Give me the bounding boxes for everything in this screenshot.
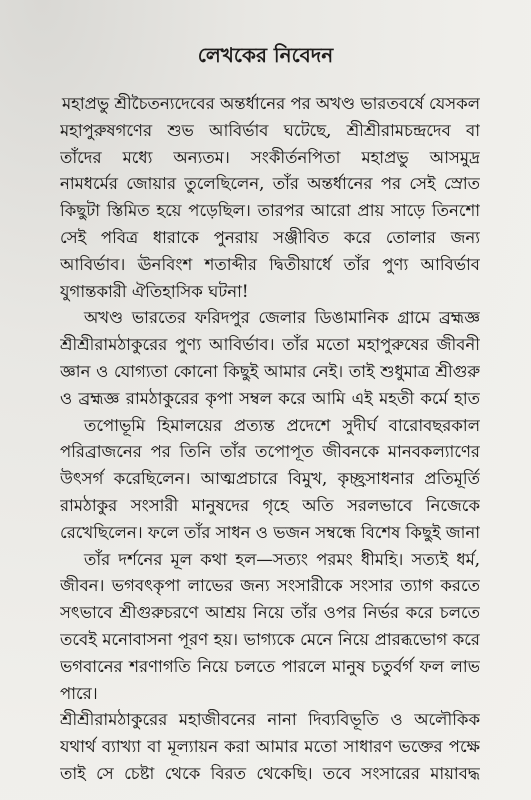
paragraph-line: নামধর্মের জোয়ার তুলেছিলেন, তাঁর অন্তর্ধানের পর সেই স্রোত xyxy=(60,174,480,194)
paragraph-line: মহাপ্রভু শ্রীচৈতন্যদেবের অন্তর্ধানের পর অখণ্ড ভারতবর্ষে যেসকল xyxy=(62,94,480,113)
paragraph-2 xyxy=(60,305,480,412)
paragraph-5 xyxy=(60,707,480,787)
paragraph-line: মহাপুরুষগণের শুভ আবির্ভাব ঘটেছে, শ্রীশ্রীরামচন্দ্রদেব বা xyxy=(60,120,480,140)
paragraph-line: জ্ঞান ও যোগ্যতা কোনো কিছুই আমার নেই। তাই শুধুমাত্র শ্রীগুরু xyxy=(60,361,480,381)
paragraph-line: অখণ্ড ভারতের ফরিদপুর জেলার ডিঙামানিক গ্রামে ব্রহ্মজ্ঞ xyxy=(84,308,480,328)
page-title: লেখকের নিবেদন xyxy=(197,43,334,67)
paragraph-line: সেই পবিত্র ধারাকে পুনরায় সঞ্জীবিত করে তোলার জন্য xyxy=(60,227,480,247)
paragraph-line: তবেই মনোবাসনা পূরণ হয়। ভাগ্যকে মেনে নিয়ে প্রারব্ধভোগ করে xyxy=(60,629,480,649)
paragraph-line: ও ব্রহ্মজ্ঞ রামঠাকুরের কৃপা সম্বল করে আমি এই মহতী কর্মে হাত xyxy=(60,388,480,408)
paragraph-line: পরিব্রাজনের পর তিনি তাঁর তপোপূত জীবনকে মানবকল্যাণের xyxy=(60,442,480,462)
paragraph-line: শ্রীশ্রীরামঠাকুরের পুণ্য আবির্ভাব। তাঁর মতো মহাপুরুষের জীবনী xyxy=(60,335,480,355)
paragraph-1 xyxy=(60,91,480,305)
paragraph-line: যথার্থ ব্যাখ্যা বা মূল্যায়ন করা আমার মতো সাধারণ ভক্তের পক্ষে xyxy=(60,737,480,757)
paragraph-line: জীবন। ভগবৎকৃপা লাভের জন্য সংসারীকে সংসার ত্যাগ করতে xyxy=(60,576,480,596)
paragraph-line: তাই সে চেষ্টা থেকে বিরত থেকেছি। তবে সংসারের মায়াবদ্ধ xyxy=(60,763,480,783)
paragraph-line: তাঁর দর্শনের মূল কথা হল—সত্যং পরমং ধীমহি। সত্যই ধর্ম, xyxy=(84,549,480,569)
paragraph-line: সৎভাবে শ্রীগুরুচরণে আশ্রয় নিয়ে তাঁর ওপর নির্ভর করে চলতে xyxy=(60,603,480,623)
paragraph-line: কিছুটা স্তিমিত হয়ে পড়েছিল। তারপর আরো প্রায় সাড়ে তিনশো xyxy=(60,201,480,221)
paragraph-line: তাঁদের মধ্যে অন্যতম। সংকীর্তনপিতা মহাপ্রভু আসমুদ্র xyxy=(60,147,480,167)
paragraph-line: ভগবানের শরণাগতি নিয়ে চলতে পারলে মানুষ চতুর্বর্গ ফল লাভ xyxy=(60,656,480,676)
paragraph-line: রেখেছিলেন। ফলে তাঁর সাধন ও ভজন সম্বন্ধে বিশেষ কিছুই জানা xyxy=(60,522,480,542)
paragraph-line: তপোভূমি হিমালয়ের প্রত্যন্ত প্রদেশে সুদীর্ঘ বারোবছরকাল xyxy=(84,415,480,435)
body-text xyxy=(60,91,480,788)
paragraph-line: যুগান্তকারী ঐতিহাসিক ঘটনা! xyxy=(60,281,249,301)
paragraph-line: শ্রীশ্রীরামঠাকুরের মহাজীবনের নানা দিব্যবিভূতি ও অলৌকিক xyxy=(60,710,480,730)
paragraph-3 xyxy=(60,413,480,547)
paragraph-line: আবির্ভাব। ঊনবিংশ শতাব্দীর দ্বিতীয়ার্ধে তাঁর পুণ্য আবির্ভাব xyxy=(60,254,480,274)
paragraph-line: রামঠাকুর সংসারী মানুষদের গৃহে অতি সরলভাবে নিজেকে xyxy=(60,495,480,515)
paragraph-line: উৎসর্গ করেছিলেন। আত্মপ্রচারে বিমুখ, কৃচ্ছ্রসাধনার প্রতিমূর্তি xyxy=(60,469,480,489)
paragraph-line: পারে। xyxy=(60,683,98,703)
paragraph-4 xyxy=(60,547,480,708)
